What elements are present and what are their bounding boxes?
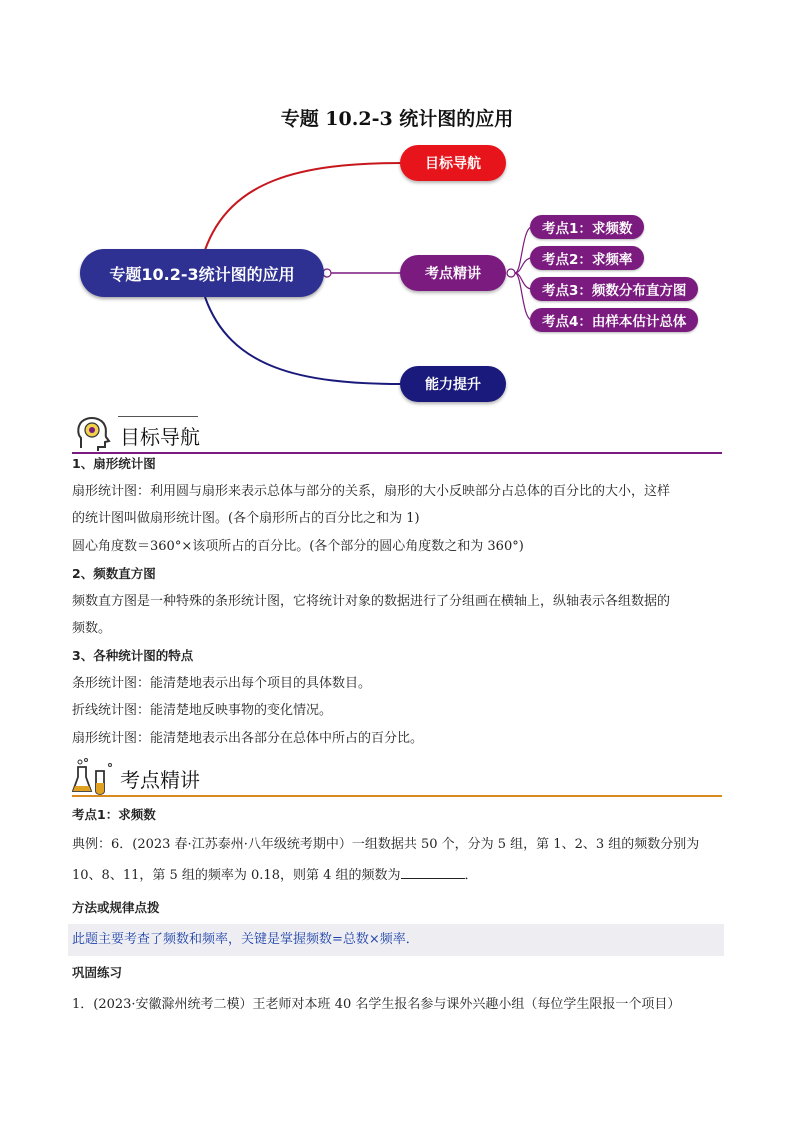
goal-text-5: 频数。 [72,621,112,636]
mindmap-subpoint-2: 考点2：求频率 [530,246,644,270]
example-line-1: 典例：6．(2023 春·江苏泰州·八年级统考期中）一组数据共 50 个，分为 5 组，第 1、2、3 组的频数分别为 [72,837,700,852]
example-line-2 [72,864,724,887]
mindmap-node-points: 考点精讲 [400,255,506,291]
answer-blank[interactable] [401,864,465,879]
goal-text-8: 扇形统计图：能清楚地表示出各部分在总体中所占的百分比。 [72,731,424,746]
mindmap-subpoint-4: 考点4：由样本估计总体 [530,308,698,332]
goal-heading-2: 2、频数直方图 [72,566,156,581]
goal-heading-3: 3、各种统计图的特点 [72,648,194,663]
section-points-heading [72,757,722,797]
head-brain-icon [72,414,112,454]
goal-text-4: 频数直方图是一种特殊的条形统计图，它将统计对象的数据进行了分组画在横轴上，纵轴表示各组数据的 [72,594,671,609]
example-line-2-end: ． [464,868,478,883]
goal-text-1: 扇形统计图：利用圆与扇形来表示总体与部分的关系，扇形的大小反映部分占总体的百分比的大小，这样 [72,484,671,499]
practice-title: 巩固练习 [72,965,123,980]
mindmap-subpoint-1: 考点1：求频数 [530,215,644,239]
section-points-underline [72,795,722,797]
mindmap-node-ability: 能力提升 [400,366,506,402]
mindmap-center-node: 专题10.2-3统计图的应用 [80,249,324,297]
method-title: 方法或规律点拨 [72,900,160,915]
goal-text-6: 条形统计图：能清楚地表示出每个项目的具体数目。 [72,676,372,691]
goal-heading-1: 1、扇形统计图 [72,456,156,471]
goal-text-7: 折线统计图：能清楚地反映事物的变化情况。 [72,703,333,718]
practice-line-1: 1．(2023·安徽滁州统考二模）王老师对本班 40 名学生报名参与课外兴趣小组（每位学生限报一个项目） [72,997,681,1012]
goal-text-2: 的统计图叫做扇形统计图。(各个扇形所占的百分比之和为 1) [72,511,420,526]
mindmap-subpoint-3: 考点3：频数分布直方图 [530,277,698,301]
goal-text-3: 圆心角度数＝360°×该项所占的百分比。(各个部分的圆心角度数之和为 360°) [72,539,524,554]
page-title: 专题 10.2-3 统计图的应用 [280,108,514,130]
section-goal-title: 目标导航 [120,425,200,449]
point1-title: 考点1：求频数 [72,807,156,822]
method-text: 此题主要考查了频数和频率，关键是掌握频数=总数×频率． [72,932,419,947]
mindmap-node-goal: 目标导航 [400,145,506,181]
section-points-title: 考点精讲 [120,768,200,792]
method-box [68,924,724,956]
flask-icon [72,757,116,797]
section-goal-heading [72,414,722,454]
mindmap-connectors [0,0,794,420]
example-line-2-text: 10、8、11，第 5 组的频率为 0.18，则第 4 组的频数为 [72,868,401,883]
